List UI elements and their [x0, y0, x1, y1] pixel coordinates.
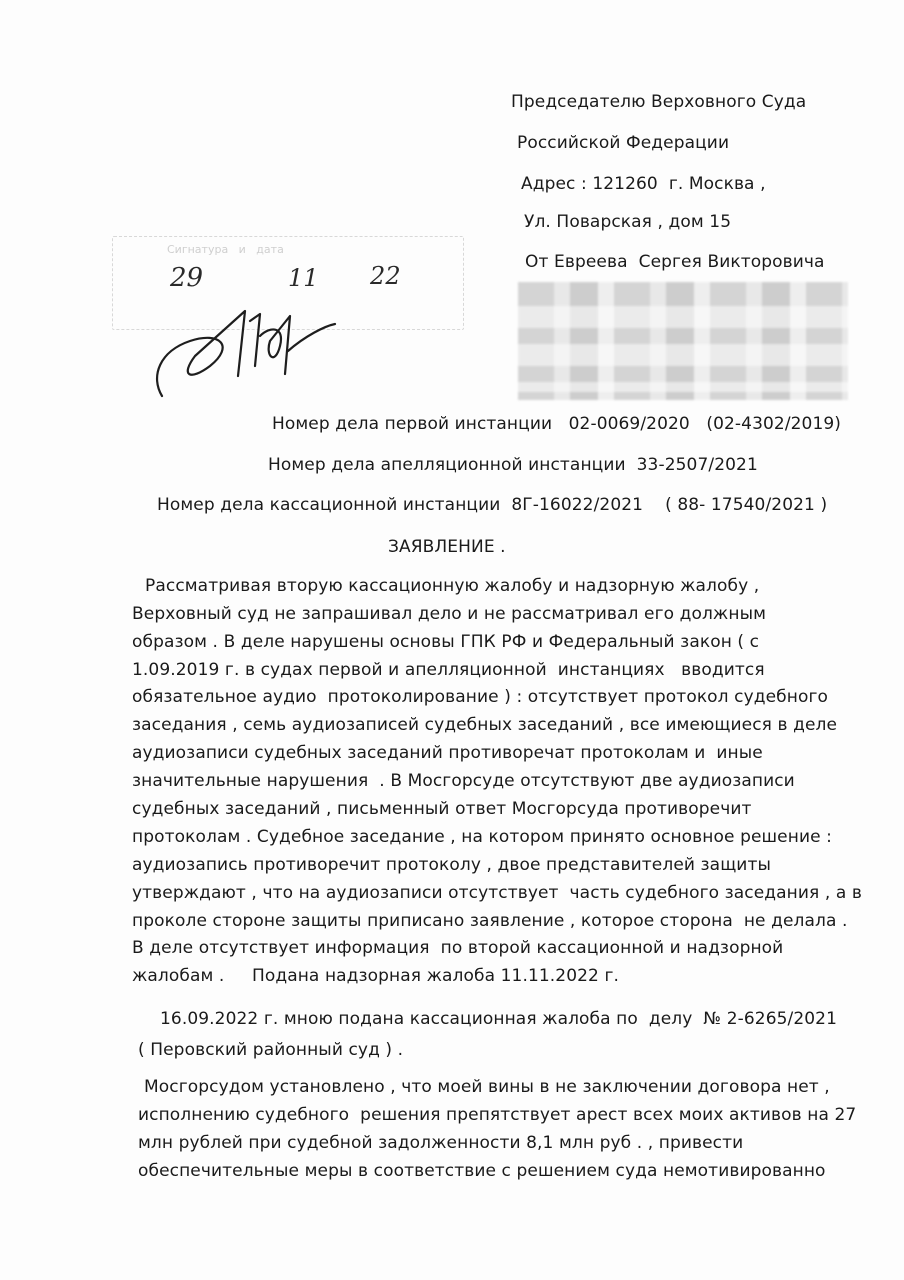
- paragraph1-line: жалобам . Подана надзорная жалоба 11.11.2022 г.: [132, 966, 620, 986]
- paragraph1-line: 1.09.2019 г. в судах первой и апелляционной инстанциях вводится: [132, 660, 765, 680]
- paragraph1-line: аудиозапись противоречит протоколу , двое представителей защиты: [132, 855, 771, 875]
- addressee-line-1: Председателю Верховного Суда: [511, 92, 807, 112]
- paragraph1-line: проколе стороне защиты приписано заявление , которое сторона не делала .: [132, 911, 848, 931]
- case-number-cassation: Номер дела кассационной инстанции 8Г-16022/2021 ( 88- 17540/2021 ): [157, 495, 828, 515]
- case-number-appeal: Номер дела апелляционной инстанции 33-2507/2021: [268, 455, 758, 475]
- paragraph1-line: заседания , семь аудиозаписей судебных заседаний , все имеющиеся в деле: [132, 715, 838, 735]
- paragraph2-line: 16.09.2022 г. мною подана кассационная жалоба по делу № 2-6265/2021: [160, 1009, 838, 1029]
- paragraph1-line: обязательное аудио протоколирование ) : отсутствует протокол судебного: [132, 687, 829, 707]
- paragraph1-line: Рассматривая вторую кассационную жалобу и надзорную жалобу ,: [145, 576, 760, 596]
- paragraph1-line: протоколам . Судебное заседание , на котором принято основное решение :: [132, 827, 832, 847]
- stamp-date-month: 11: [288, 264, 319, 292]
- addressee-line-2: Российской Федерации: [517, 133, 730, 153]
- stamp-date-year: 22: [370, 262, 401, 290]
- paragraph1-line: Верховный суд не запрашивал дело и не рассматривал его должным: [132, 604, 767, 624]
- paragraph3-line: млн рублей при судебной задолженности 8,1 млн руб . , привести: [138, 1133, 744, 1153]
- paragraph2-line: ( Перовский районный суд ) .: [138, 1040, 404, 1060]
- paragraph3-line: Мосгорсудом установлено , что моей вины в не заключении договора нет ,: [144, 1077, 830, 1097]
- sender-line: От Евреева Сергея Викторовича: [525, 252, 825, 272]
- redacted-personal-data: [518, 282, 848, 400]
- paragraph3-line: исполнению судебного решения препятствует арест всех моих активов на 27: [138, 1105, 857, 1125]
- address-line-2: Ул. Поварская , дом 15: [524, 212, 732, 232]
- paragraph1-line: аудиозаписи судебных заседаний противоречат протоколам и иные: [132, 743, 763, 763]
- paragraph1-line: утверждают , что на аудиозаписи отсутствует часть судебного заседания , а в: [132, 883, 863, 903]
- document-title: ЗАЯВЛЕНИЕ .: [388, 537, 506, 557]
- paragraph1-line: значительные нарушения . В Мосгорсуде отсутствуют две аудиозаписи: [132, 771, 795, 791]
- paragraph1-line: судебных заседаний , письменный ответ Мосгорсуда противоречит: [132, 799, 752, 819]
- case-number-first-instance: Номер дела первой инстанции 02-0069/2020 (02-4302/2019): [272, 414, 842, 434]
- handwritten-signature: [150, 256, 350, 416]
- paragraph1-line: В деле отсутствует информация по второй кассационной и надзорной: [132, 938, 784, 958]
- paragraph1-line: образом . В деле нарушены основы ГПК РФ и Федеральный закон ( с: [132, 632, 760, 652]
- paragraph3-line: обеспечительные меры в соответствие с решением суда немотивированно: [138, 1161, 826, 1181]
- stamp-faint-text: Сигнатура и дата: [167, 243, 284, 256]
- address-line-1: Адрес : 121260 г. Москва ,: [521, 174, 766, 194]
- stamp-date-day: 29: [170, 263, 204, 293]
